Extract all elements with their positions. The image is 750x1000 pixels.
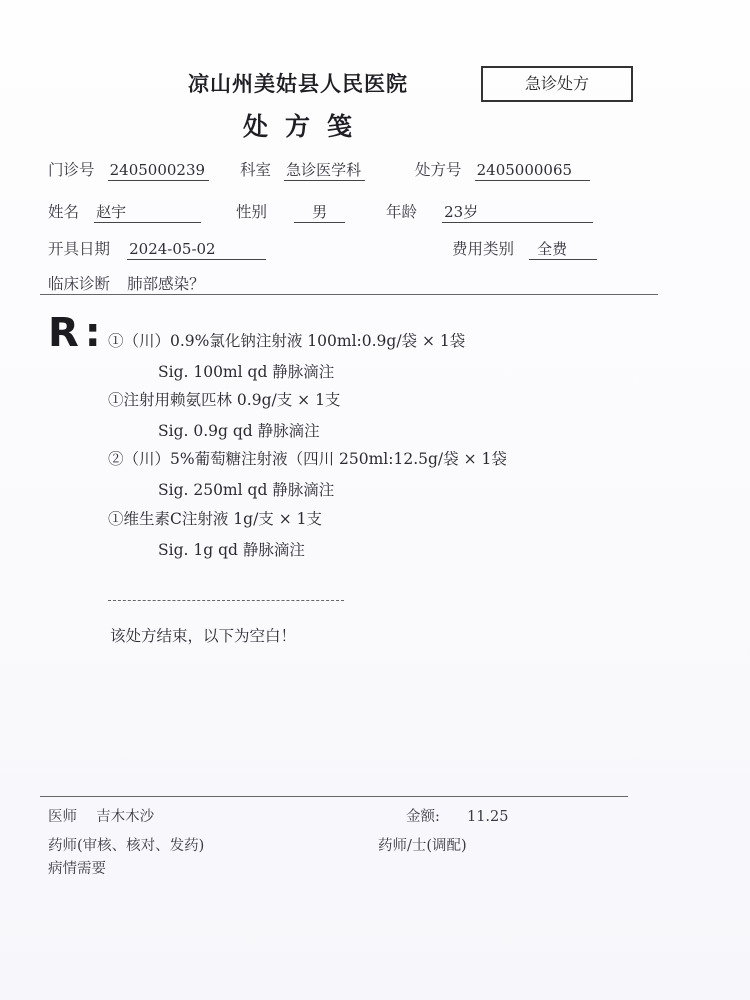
physician-value: 吉木木沙 bbox=[96, 809, 155, 825]
rx-item: ①维生素C注射液 1g/支 × 1支 bbox=[108, 510, 322, 528]
rx-sig: Sig. 1g qd 静脉滴注 bbox=[158, 541, 305, 559]
rx-sig: Sig. 250ml qd 静脉滴注 bbox=[158, 481, 335, 499]
physician-label: 医师 bbox=[48, 809, 77, 825]
rx-item: ①（川）0.9%氯化钠注射液 100ml:0.9g/袋 × 1袋 bbox=[108, 332, 466, 350]
issue-date-value: 2024-05-02 bbox=[127, 240, 265, 260]
prescription-type-badge: 急诊处方 bbox=[481, 66, 633, 102]
diagnosis-value: 肺部感染？ bbox=[127, 275, 205, 293]
fee-category-label: 费用类别 bbox=[452, 240, 515, 258]
header-divider bbox=[40, 294, 658, 295]
issue-date-field bbox=[48, 237, 266, 259]
department-value: 急诊医学科 bbox=[284, 161, 365, 181]
condition-note: 病情需要 bbox=[48, 861, 106, 877]
issue-date-label: 开具日期 bbox=[48, 240, 111, 258]
clinic-number-label: 门诊号 bbox=[48, 161, 95, 179]
diagnosis-field bbox=[48, 272, 205, 294]
clinic-number-value: 2405000239 bbox=[108, 161, 209, 181]
rx-item: ②（川）5%葡萄糖注射液（四川 250ml:12.5g/袋 × 1袋 bbox=[108, 450, 507, 468]
prescription-number-label: 处方号 bbox=[415, 161, 462, 179]
footer-divider bbox=[40, 796, 628, 797]
fee-category-value: 全费 bbox=[529, 240, 597, 260]
pharmacist-review-label: 药师(审核、核对、发药) bbox=[48, 838, 205, 854]
gender-value: 男 bbox=[294, 203, 345, 223]
page-title: 处方笺 bbox=[243, 112, 370, 141]
rx-sig: Sig. 0.9g qd 静脉滴注 bbox=[158, 422, 320, 440]
department-label: 科室 bbox=[240, 161, 272, 179]
rx-sig: Sig. 100ml qd 静脉滴注 bbox=[158, 363, 335, 381]
hospital-name: 凉山州美姑县人民医院 bbox=[188, 71, 408, 96]
end-note: 该处方结束，以下为空白！ bbox=[110, 627, 297, 645]
rx-symbol: R: bbox=[48, 310, 107, 356]
name-value: 赵宇 bbox=[94, 203, 201, 223]
age-value: 23岁 bbox=[442, 203, 593, 223]
prescription-number-value: 2405000065 bbox=[475, 161, 590, 181]
diagnosis-label: 临床诊断 bbox=[48, 275, 111, 293]
name-field bbox=[48, 200, 201, 222]
clinic-number-field bbox=[48, 158, 209, 180]
gender-field bbox=[236, 200, 345, 222]
age-field bbox=[386, 200, 593, 222]
pharmacist-dispense-label: 药师/士(调配) bbox=[378, 838, 467, 854]
physician-field bbox=[48, 805, 154, 826]
department-field bbox=[240, 158, 365, 180]
amount-value: 11.25 bbox=[466, 809, 509, 825]
name-label: 姓名 bbox=[48, 203, 80, 221]
prescription-number-field bbox=[415, 158, 590, 180]
amount-label: 金额: bbox=[406, 809, 440, 825]
age-label: 年龄 bbox=[386, 203, 418, 221]
amount-field bbox=[406, 805, 509, 826]
fee-category-field bbox=[452, 237, 597, 259]
rx-item: ①注射用赖氨匹林 0.9g/支 × 1支 bbox=[108, 391, 341, 409]
end-dashed-line bbox=[108, 600, 344, 601]
gender-label: 性别 bbox=[236, 203, 268, 221]
